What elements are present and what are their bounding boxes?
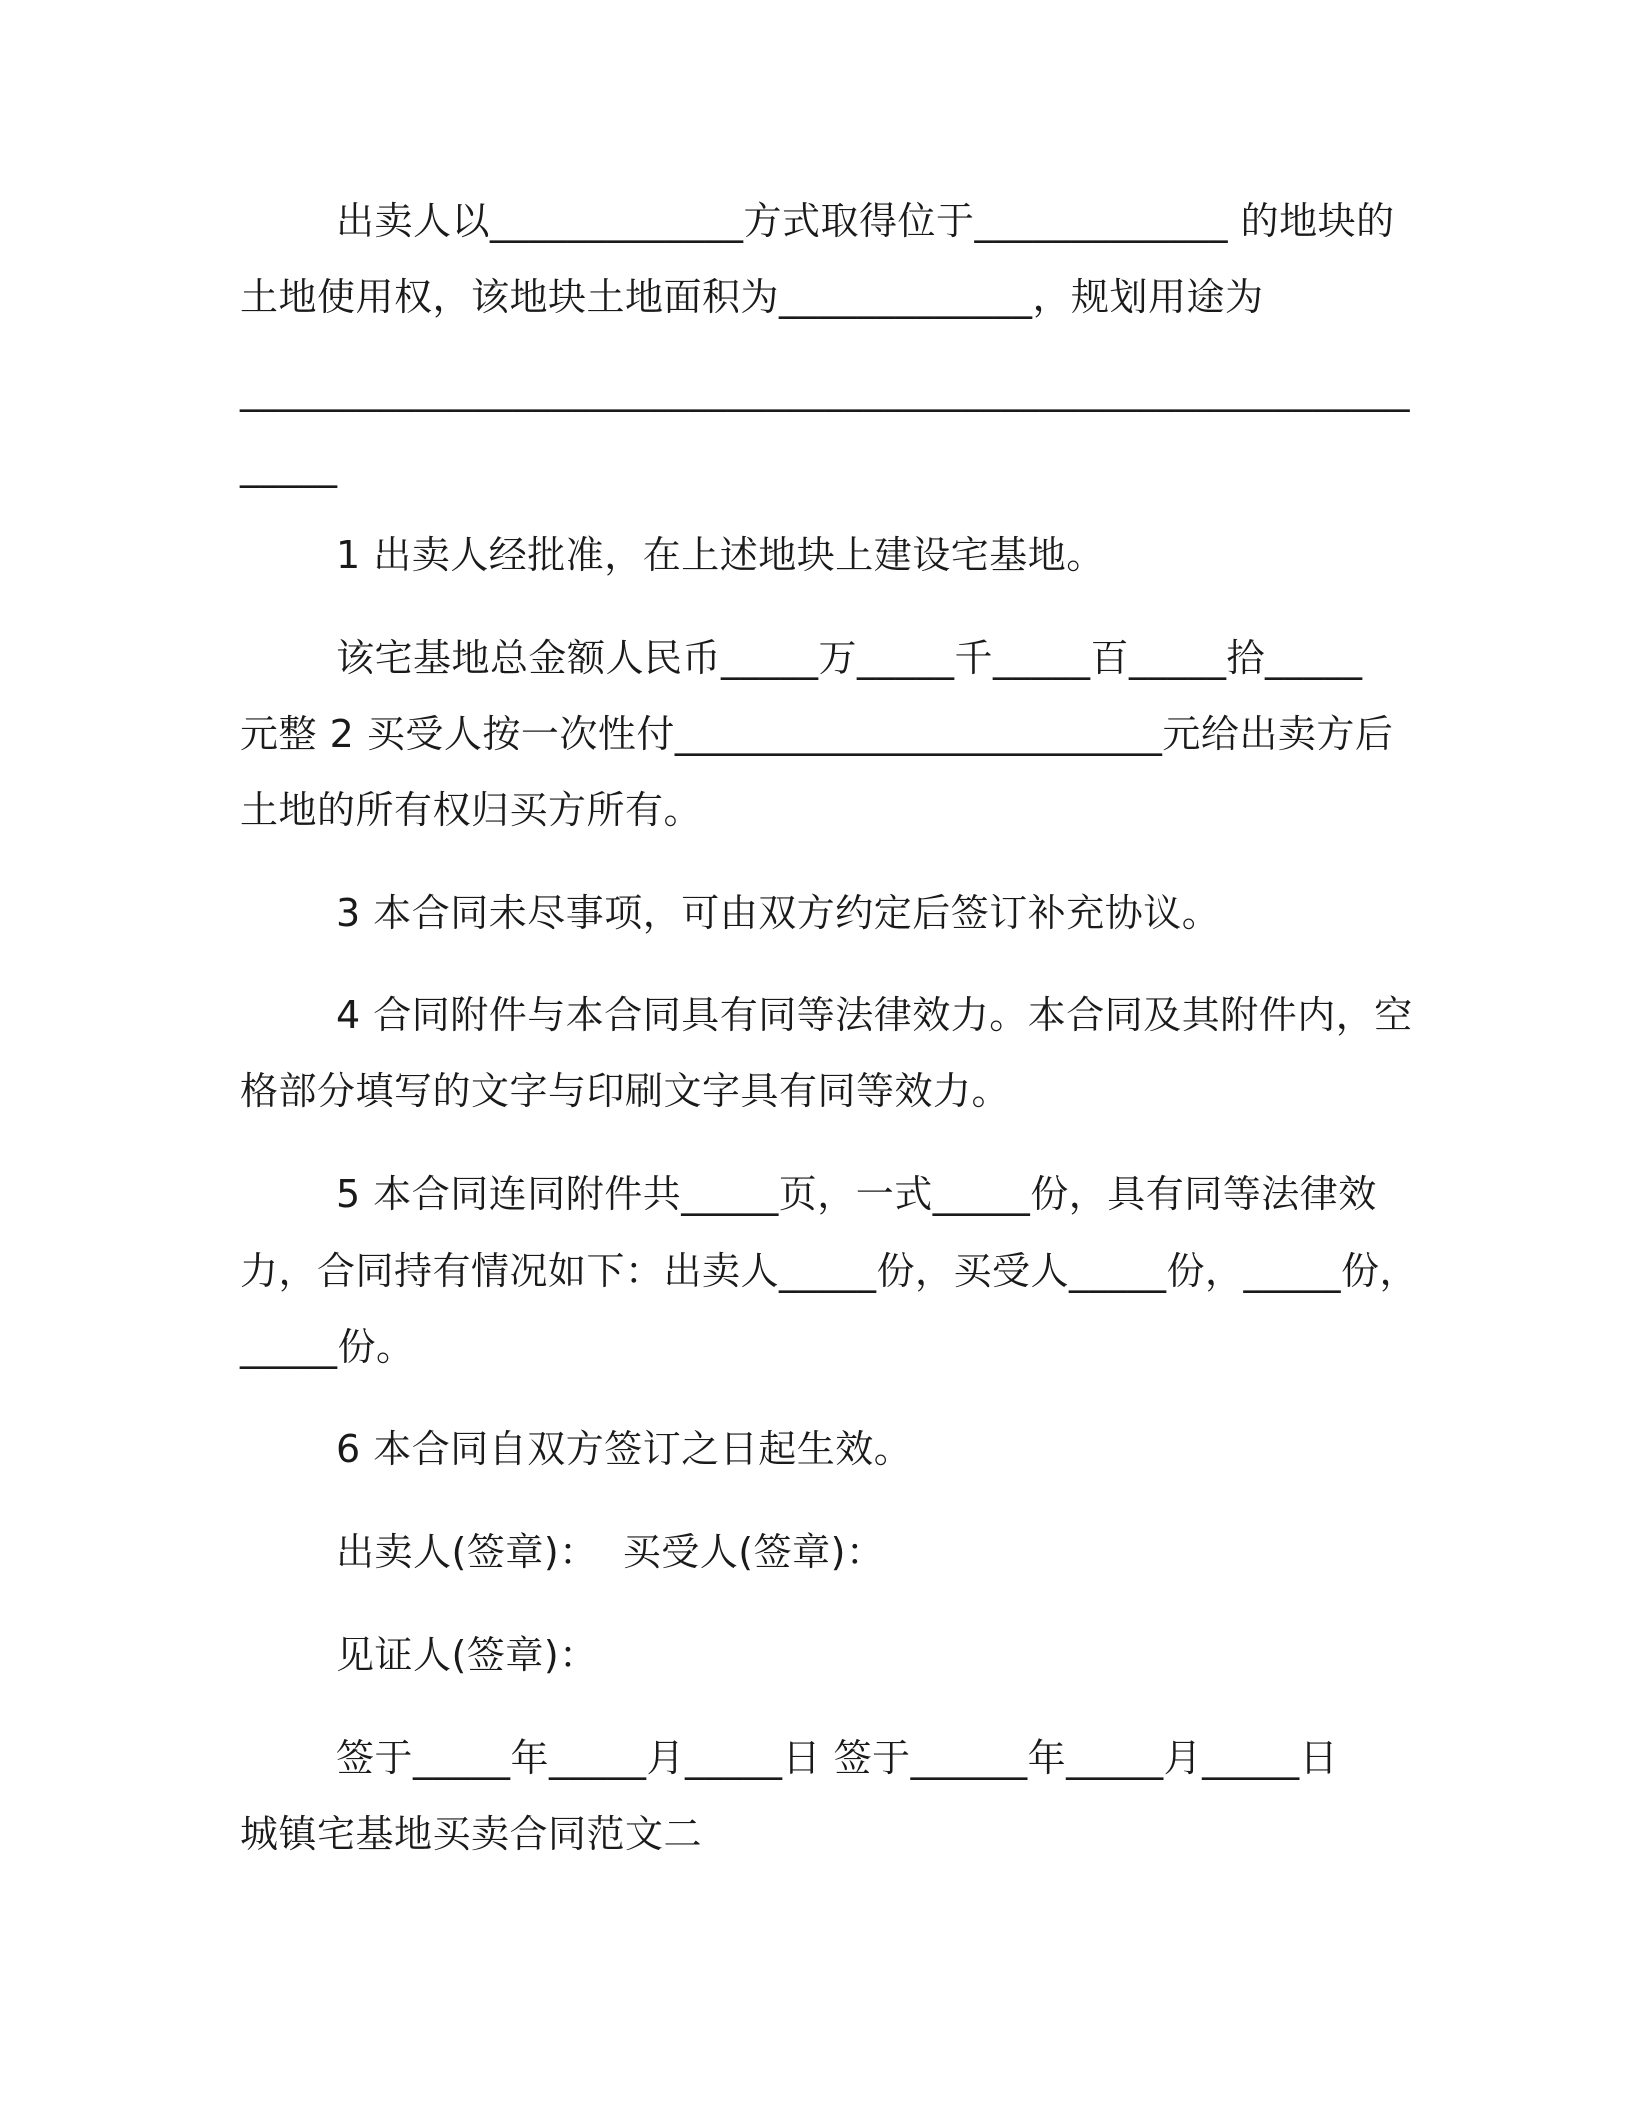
- clause-5-line-3: _____份。: [240, 1325, 415, 1369]
- clause-5-line-1: 5 本合同连同附件共_____页，一式_____份，具有同等法律效: [336, 1172, 1377, 1216]
- signature-witness: 见证人(签章)：: [336, 1633, 598, 1677]
- clause-4-line-2: 格部分填写的文字与印刷文字具有同等效力。: [240, 1069, 1011, 1113]
- signature-parties: 出卖人(签章)： 买受人(签章)：: [336, 1530, 885, 1574]
- next-section-title: 城镇宅基地买卖合同范文二: [240, 1812, 703, 1856]
- signing-dates: 签于_____年_____月_____日 签于______年_____月_____日: [336, 1736, 1339, 1780]
- clause-4-line-1: 4 合同附件与本合同具有同等法律效力。本合同及其附件内，空: [336, 993, 1413, 1037]
- clause-3: 3 本合同未尽事项，可由双方约定后签订补充协议。: [336, 891, 1221, 935]
- clause-land-acquisition-line-1: 出卖人以_____________方式取得位于_____________ 的地块的: [336, 199, 1395, 243]
- clause-1: 1 出卖人经批准，在上述地块上建设宅基地。: [336, 533, 1105, 577]
- clause-land-use-blank-tail: _____: [240, 444, 338, 488]
- clause-land-acquisition-line-2: 土地使用权，该地块土地面积为_____________，规划用途为: [240, 275, 1264, 319]
- clause-6: 6 本合同自双方签订之日起生效。: [336, 1427, 913, 1471]
- clause-2-line-1: 元整 2 买受人按一次性付_________________________元给出卖方后: [240, 712, 1394, 756]
- clause-total-amount-line-1: 该宅基地总金额人民币_____万_____千_____百_____拾_____: [336, 636, 1363, 680]
- clause-5-line-2: 力，合同持有情况如下：出卖人_____份，买受人_____份，_____份，: [240, 1249, 1419, 1293]
- clause-2-line-2: 土地的所有权归买方所有。: [240, 788, 703, 832]
- clause-land-use-blank-line: ____________________________________________________________: [240, 368, 1410, 412]
